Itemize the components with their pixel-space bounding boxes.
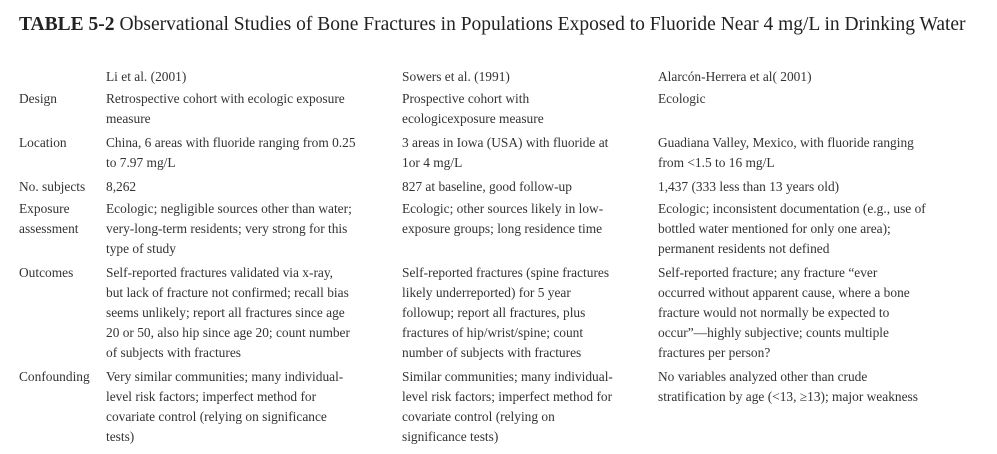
cell-line: stratification by age (<13, ≥13); major weakness <box>658 389 918 404</box>
cell-li <box>106 199 401 259</box>
cell-line: followup; report all fractures, plus <box>402 305 586 320</box>
cell-line: seems unlikely; report all fractures since age <box>106 305 345 320</box>
cell-sowers <box>402 177 657 197</box>
cell-li <box>106 177 401 197</box>
cell-line: covariate control (relying on <box>402 409 555 424</box>
cell-line: likely underreported) for 5 year <box>402 285 571 300</box>
cell-line: Confounding <box>19 369 90 384</box>
cell-sowers <box>402 263 657 363</box>
cell-line: 1or 4 mg/L <box>402 155 463 170</box>
cell-sowers <box>402 133 657 173</box>
cell-alarcon <box>658 89 988 109</box>
cell-line: Self-reported fractures (spine fractures <box>402 265 610 280</box>
cell-line: permanent residents not defined <box>658 241 830 256</box>
cell-line: No variables analyzed other than crude <box>658 369 868 384</box>
row-label <box>19 199 105 239</box>
cell-line: fractures per person? <box>658 345 771 360</box>
cell-sowers <box>402 199 657 239</box>
cell-alarcon <box>658 133 988 173</box>
cell-line: China, 6 areas with fluoride ranging from 0.25 <box>106 135 356 150</box>
cell-line: 3 areas in Iowa (USA) with fluoride at <box>402 135 609 150</box>
cell-line: Ecologic; other sources likely in low- <box>402 201 604 216</box>
cell-line: but lack of fracture not confirmed; recall bias <box>106 285 349 300</box>
cell-line: Ecologic; inconsistent documentation (e.g., use of <box>658 201 926 216</box>
cell-alarcon <box>658 199 988 259</box>
cell-line: type of study <box>106 241 176 256</box>
cell-line: of subjects with fractures <box>106 345 241 360</box>
cell-line: Design <box>19 91 57 106</box>
cell-line: Ecologic <box>658 91 706 106</box>
cell-line: Outcomes <box>19 265 74 280</box>
cell-li <box>106 263 401 363</box>
cell-alarcon <box>658 177 988 197</box>
cell-line: covariate control (relying on significance <box>106 409 327 424</box>
header-li: Li et al. (2001) <box>106 69 187 84</box>
cell-line: 1,437 (333 less than 13 years old) <box>658 179 840 194</box>
cell-line: from <1.5 to 16 mg/L <box>658 155 775 170</box>
header-alarcon: Alarcón-Herrera et al( 2001) <box>658 69 812 84</box>
cell-line: Self-reported fracture; any fracture “ever <box>658 265 878 280</box>
cell-line: 20 or 50, also hip since age 20; count number <box>106 325 350 340</box>
cell-line: number of subjects with fractures <box>402 345 582 360</box>
cell-line: to 7.97 mg/L <box>106 155 176 170</box>
cell-line: Similar communities; many individual- <box>402 369 613 384</box>
cell-li <box>106 367 401 447</box>
cell-line: occurred without apparent cause, where a bone <box>658 285 910 300</box>
cell-line: Prospective cohort with <box>402 91 530 106</box>
cell-line: Ecologic; negligible sources other than water; <box>106 201 352 216</box>
cell-line: Location <box>19 135 67 150</box>
row-label <box>19 89 105 109</box>
row-label <box>19 263 105 283</box>
cell-line: very-long-term residents; very strong for this <box>106 221 348 236</box>
cell-line: level risk factors; imperfect method for <box>402 389 613 404</box>
cell-line: 8,262 <box>106 179 137 194</box>
cell-li <box>106 89 401 129</box>
cell-line: fractures of hip/wrist/spine; count <box>402 325 584 340</box>
cell-sowers <box>402 367 657 447</box>
cell-line: Very similar communities; many individual- <box>106 369 344 384</box>
cell-alarcon <box>658 367 988 407</box>
row-label <box>19 367 105 387</box>
cell-line: No. subjects <box>19 179 86 194</box>
cell-line: fracture would not normally be expected to <box>658 305 890 320</box>
table-title: Observational Studies of Bone Fractures in Populations Exposed to Fluoride Near 4 mg/L in Drinking Water <box>119 14 966 35</box>
table-number: TABLE 5-2 <box>19 14 115 35</box>
cell-line: tests) <box>106 429 135 444</box>
cell-alarcon <box>658 263 988 363</box>
cell-line: exposure groups; long residence time <box>402 221 603 236</box>
cell-line: Exposure <box>19 201 70 216</box>
cell-line: measure <box>106 111 151 126</box>
cell-line: Self-reported fractures validated via x-ray, <box>106 265 334 280</box>
header-sowers: Sowers et al. (1991) <box>402 69 510 84</box>
cell-line: assessment <box>19 221 79 236</box>
cell-line: level risk factors; imperfect method for <box>106 389 317 404</box>
cell-line: significance tests) <box>402 429 499 444</box>
row-label <box>19 177 105 197</box>
cell-line: Retrospective cohort with ecologic exposure <box>106 91 345 106</box>
cell-line: 827 at baseline, good follow-up <box>402 179 572 194</box>
cell-line: occur”—highly subjective; counts multiple <box>658 325 889 340</box>
cell-line: bottled water mentioned for only one area); <box>658 221 891 236</box>
cell-line: ecologicexposure measure <box>402 111 544 126</box>
cell-sowers <box>402 89 657 129</box>
row-label <box>19 133 105 153</box>
cell-line: Guadiana Valley, Mexico, with fluoride ranging <box>658 135 914 150</box>
table-caption <box>19 12 989 37</box>
cell-li <box>106 133 401 173</box>
